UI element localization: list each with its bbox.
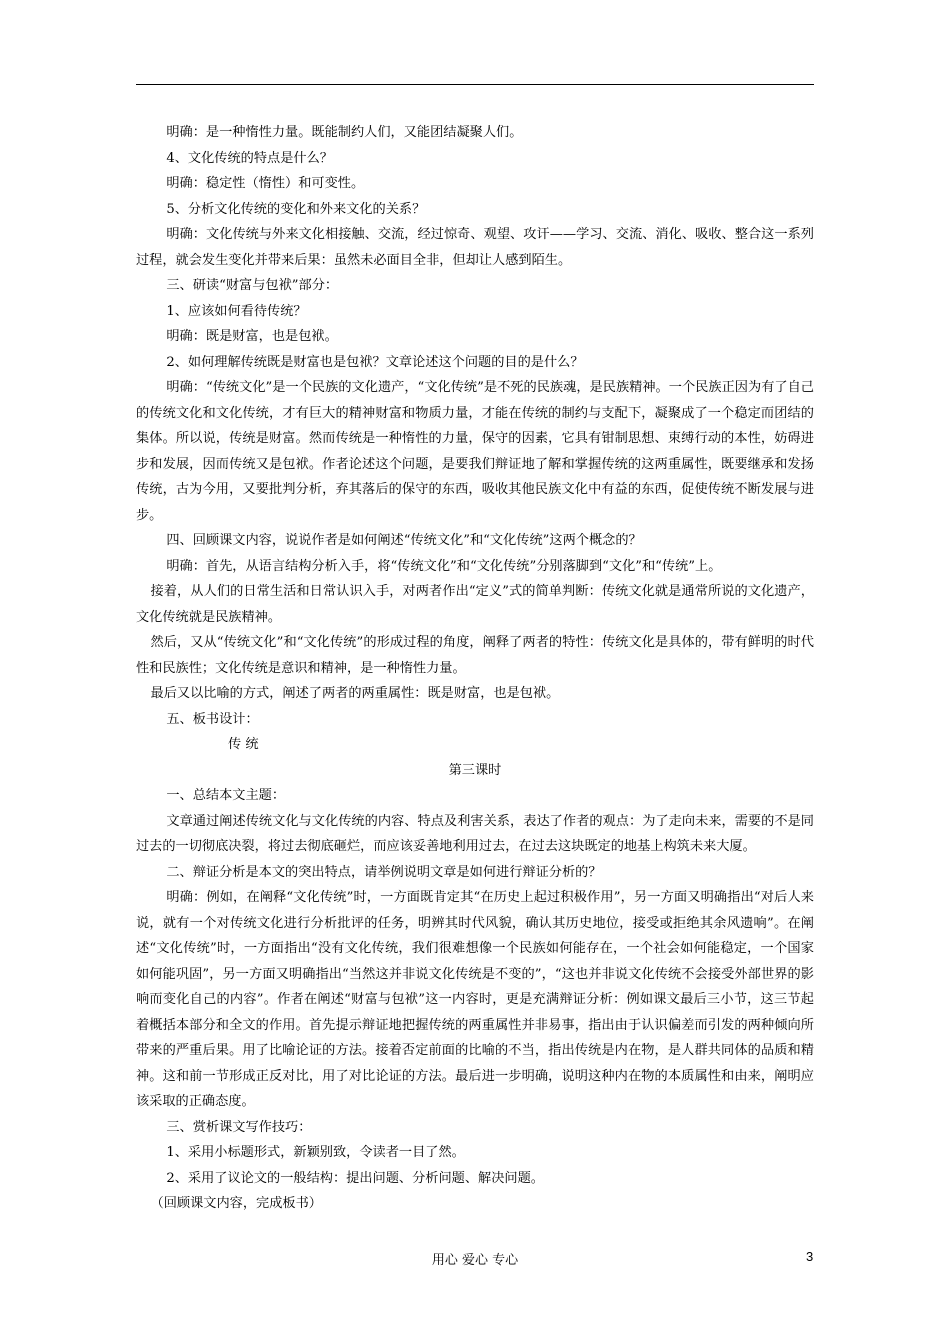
paragraph: 二、辩证分析是本文的突出特点，请举例说明文章是如何进行辩证分析的？ [166, 864, 602, 880]
paragraph: 2、如何理解传统既是财富也是包袱？文章论述这个问题的目的是什么？ [166, 354, 584, 370]
paragraph: 四、回顾课文内容，说说作者是如何阐述“传统文化”和“文化传统”这两个概念的？ [166, 533, 642, 548]
paragraph: 1、应该如何看待传统？ [166, 303, 307, 319]
paragraph: 5、分析文化传统的变化和外来文化的关系？ [166, 201, 426, 217]
paragraph: 明确：是一种惰性力量。既能制约人们，又能团结凝聚人们。 [166, 125, 523, 140]
paragraph: 2、采用了议论文的一般结构：提出问题、分析问题、解决问题。 [166, 1170, 544, 1186]
paragraph: 明确：“传统文化”是一个民族的文化遗产，“文化传统”是不死的民族魂，是民族精神。一个民族正因为有了自己的传统文化和文化传统，才有巨大的精神财富和物质力量，才能在传统的制约与支配下，凝聚成了一个稳定而团结的集体。所以说，传统是财富。然而传统是一种惰性的力量，保守的因素，它具有钳制思想、束缚行动的本性，妨碍进步和发展，因而传统又是包袱。作者论述这个问题，是要我们辩证地了解和掌握传统的这两重属性，既要继承和发扬传统，古为今用，又要批判分析，弃其落后的保守的东西，吸收其他民族文化中有益的东西，促使传统不断发展与进步。 [136, 380, 814, 523]
paragraph: 文章通过阐述传统文化与文化传统的内容、特点及利害关系，表达了作者的观点：为了走向未来，需要的不是同过去的一切彻底决裂，将过去彻底砸烂，而应该妥善地利用过去，在过去这块既定的地基上构筑未来大厦。 [136, 813, 814, 854]
paragraph: 明确：首先，从语言结构分析入手，将“传统文化”和“文化传统”分别落脚到“文化”和“传统”上。 [166, 558, 722, 574]
paragraph: 明确：稳定性（惰性）和可变性。 [166, 176, 365, 191]
paragraph: 明确：既是财富，也是包袱。 [166, 329, 338, 344]
paragraph: 五、板书设计： [166, 711, 259, 727]
paragraph: （回顾课文内容，完成板书） [150, 1196, 322, 1211]
board-design-text: 传 统 [228, 737, 259, 752]
paragraph: 4、文化传统的特点是什么？ [166, 150, 333, 166]
header-rule [136, 84, 814, 85]
paragraph: 明确：例如，在阐释“文化传统”时，一方面既肯定其“在历史上起过积极作用”，另一方面又明确指出“对后人来说，就有一个对传统文化进行分析批评的任务，明辨其时代风貌，确认其历史地位，接受或拒绝其余风遗响”。在阐述“文化传统”时，一方面指出“没有文化传统，我们很难想像一个民族如何能存在，一个社会如何能稳定，一个国家如何能巩固”，另一方面又明确指出“当然这并非说文化传统是不变的”，“这也并非说文化传统不会接受外部世界的影响而变化自己的内容”。作者在阐述“财富与包袱”这一内容时，更是充满辩证分析：例如课文最后三小节，这三节起着概括本部分和全文的作用。首先提示辩证地把握传统的两重属性并非易事，指出由于认识偏差而引发的两种倾向所带来的严重后果。用了比喻论证的方法。接着否定前面的比喻的不当，指出传统是内在物，是人群共同体的品质和精神。这和前一节形成正反对比，用了对比论证的方法。最后进一步明确，说明这种内在物的本质属性和由来，阐明应该采取的正确态度。 [136, 890, 814, 1109]
document-body [136, 120, 814, 1217]
paragraph: 三、研读“财富与包袱”部分： [166, 278, 339, 293]
page-number: 3 [806, 1249, 814, 1264]
section-heading: 第三课时 [448, 762, 502, 778]
paragraph: 1、采用小标题形式，新颖别致，令读者一目了然。 [166, 1145, 465, 1160]
paragraph: 三、赏析课文写作技巧： [166, 1119, 312, 1135]
paragraph: 最后又以比喻的方式，阐述了两者的两重属性：既是财富，也是包袱。 [150, 686, 560, 701]
footer-motto: 用心 爱心 专心 [431, 1253, 519, 1268]
paragraph: 一、总结本文主题： [166, 788, 286, 803]
paragraph: 然后，又从“传统文化”和“文化传统”的形成过程的角度，阐释了两者的特性：传统文化是具体的，带有鲜明的时代性和民族性；文化传统是意识和精神，是一种惰性力量。 [136, 635, 814, 676]
paragraph: 明确：文化传统与外来文化相接触、交流，经过惊奇、观望、攻讦——学习、交流、消化、吸收、整合这一系列过程，就会发生变化并带来后果：虽然未必面目全非，但却让人感到陌生。 [136, 227, 814, 268]
paragraph: 接着，从人们的日常生活和日常认识入手，对两者作出“定义”式的简单判断：传统文化就是通常所说的文化遗产，文化传统就是民族精神。 [136, 584, 814, 625]
